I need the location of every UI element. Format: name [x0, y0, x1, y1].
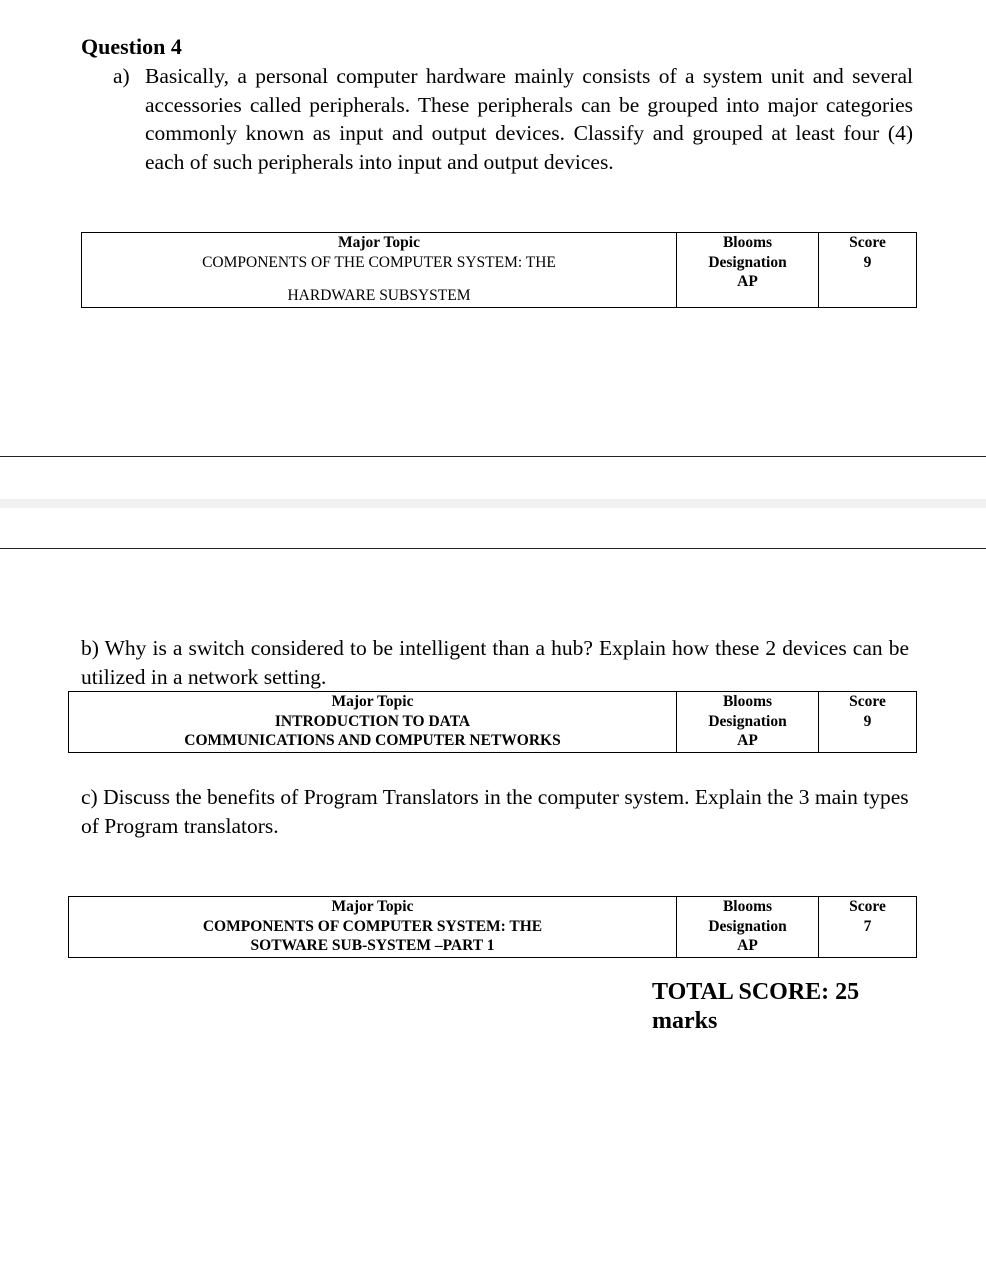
page-gap-band — [0, 499, 986, 508]
question-c-text: c) Discuss the benefits of Program Translators in the computer system. Explain the 3 main types of Program translators. — [81, 785, 909, 838]
major-topic-line: SOTWARE SUB-SYSTEM –PART 1 — [250, 937, 495, 954]
total-score: TOTAL SCORE: 25 marks — [652, 979, 860, 1034]
blooms-cell — [677, 897, 819, 958]
blooms-header: Blooms — [722, 234, 773, 251]
question-b-text: b) Why is a switch considered to be intelligent than a hub? Explain how these 2 devices can be utilized in a network setting. — [81, 636, 909, 689]
score-header: Score — [849, 693, 886, 710]
blooms-value: AP — [737, 273, 758, 290]
topic-table-a — [81, 232, 917, 308]
major-topic-line: HARDWARE SUBSYSTEM — [287, 287, 471, 304]
major-topic-cell — [82, 233, 677, 308]
major-topic-cell — [69, 692, 677, 753]
major-topic-line: INTRODUCTION TO DATA — [274, 712, 471, 730]
major-topic-line: COMMUNICATIONS AND COMPUTER NETWORKS — [184, 732, 561, 749]
question-title: Question 4 — [81, 34, 182, 59]
blooms-cell — [677, 692, 819, 753]
score-header: Score — [849, 898, 886, 915]
major-topic-header: Major Topic — [338, 234, 420, 251]
topic-table-c — [68, 896, 917, 958]
blooms-header: Designation — [708, 917, 787, 935]
score-cell — [819, 897, 917, 958]
blooms-header: Blooms — [722, 898, 773, 915]
major-topic-cell — [69, 897, 677, 958]
question-a-text: Basically, a personal computer hardware mainly consists of a system unit and several accessories called peripherals. These peripherals can be grouped into major categories commonly known as input and output devices. Classify and grouped at least four (4) each of such peripherals into input and output devices. — [145, 64, 913, 175]
major-topic-header: Major Topic — [331, 898, 414, 915]
blooms-header: Designation — [708, 253, 787, 271]
blooms-header: Designation — [708, 712, 787, 730]
score-value: 9 — [863, 253, 872, 271]
question-a-label: a) — [113, 64, 130, 88]
divider-line — [0, 456, 986, 457]
major-topic-header: Major Topic — [331, 693, 414, 710]
major-topic-line: COMPONENTS OF THE COMPUTER SYSTEM: THE — [202, 253, 556, 271]
blooms-header: Blooms — [722, 693, 773, 710]
divider-line — [0, 548, 986, 549]
score-cell — [819, 692, 917, 753]
score-value: 9 — [863, 712, 872, 730]
blooms-value: AP — [737, 732, 758, 749]
question-a — [113, 62, 913, 177]
blooms-value: AP — [737, 937, 758, 954]
score-cell — [819, 233, 917, 308]
major-topic-line: COMPONENTS OF COMPUTER SYSTEM: THE — [202, 917, 543, 935]
score-header: Score — [849, 234, 886, 251]
topic-table-b — [68, 691, 917, 753]
blooms-cell — [677, 233, 819, 308]
score-value: 7 — [863, 917, 872, 935]
